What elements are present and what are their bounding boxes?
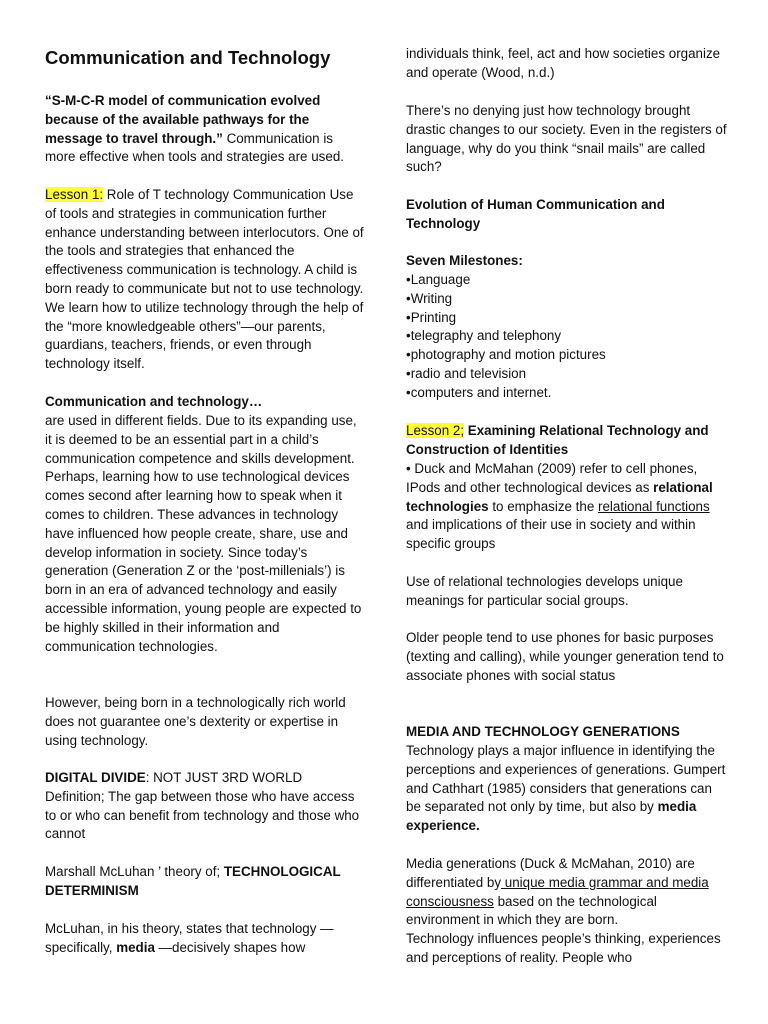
relational-paragraph: Use of relational technologies develops unique meanings for particular social groups. [406,574,683,608]
duck-paragraph [406,460,728,554]
duck-text: • Duck and McMahan (2009) refer to cell phones, IPods and other technological devices as [406,461,698,495]
media-body-text: Technology plays a major influence in identifying the perceptions and experiences of generations. Gumpert and Cathhart (1985) considers that generations can be separated not only by time, but also by [406,743,726,815]
digital-divide-rest: : NOT JUST 3RD WORLD [145,770,303,785]
lesson2-tag: Lesson 2; [406,423,465,438]
mcluhan-states-end: —decisively shapes how [154,939,306,955]
mcluhan-intro: Marshall McLuhan ’ theory of; [45,864,224,879]
milestones-list [406,271,728,403]
media-generations-definition [406,855,728,968]
duck-text-3: and implications of their use in society and within specific groups [406,517,696,552]
smcr-paragraph [45,92,365,167]
however-paragraph: However, being born in a technologically rich world does not guarantee one’s dexterity or expertise in using technology. [45,695,346,748]
list-item: •photography and motion pictures [406,347,606,363]
list-item: •Printing [406,309,457,325]
list-item: •Language [406,272,471,287]
gen-text-2: based on the technological environment in which they are born. [406,893,657,928]
mcluhan-states-paragraph [45,920,365,958]
list-item: •computers and internet. [406,384,552,400]
mcluhan-media: media [116,939,155,955]
lesson1-paragraph [45,186,365,374]
lesson2-heading [406,422,728,460]
media-grammar-term: unique media grammar and media consciousness [406,874,709,909]
relational-functions-term: relational functions [598,498,710,514]
digital-divide-label: DIGITAL DIVIDE [45,770,146,785]
comm-tech-heading: Communication and technology… [45,394,263,409]
media-generations-heading: MEDIA AND TECHNOLOGY GENERATIONS [406,724,680,739]
comm-tech-body: are used in different fields. Due to its expanding use, it is deemed to be an essential part in a child’s communication competence and skills development. Perhaps, learning how to use technological devices comes second after learning how to speak when it comes to children. These advances in technology have influenced how people create, share, use and develop information in society. Since today’s generation (Generation Z or the ‘post-millenials’) is born in an era of advanced technology and easily accessible information, young people are expected to be highly skilled in their information and communication technologies. [45,413,362,654]
tech-influences-text: Technology influences people’s thinking, experiences and perceptions of reality. People who [406,931,721,965]
gen-text: Media generations (Duck & McMahan, 2010) are differentiated by [406,856,695,890]
evolution-heading: Evolution of Human Communication and Technology [406,197,665,231]
digital-divide-definition: Definition; The gap between those who have access to or who can benefit from technology and those who cannot [45,788,360,842]
list-item: •radio and television [406,365,527,381]
smcr-quote: “S-M-C-R model of communication evolved because of the available pathways for the message to travel through.” [45,93,321,146]
media-generations-body [406,742,728,836]
continued-paragraph: individuals think, feel, act and how societies organize and operate (Wood, n.d.) [406,46,721,80]
mcluhan-states-text: McLuhan, in his theory, states that technology —specifically, [45,921,334,955]
lesson1-text: Role of T technology Communication Use of tools and strategies in communication further enhance understanding between interlocutors. One of the tools and strategies that enhanced the effectiveness communication is technology. A child is born ready to communicate but not to use technology. We learn how to utilize technology through the help of the “more knowledgeable others”—our parents, guardians, teachers, friends, or even through technology itself. [45,187,364,372]
duck-text-2: to emphasize the [488,498,599,514]
smcr-rest: Communication is more effective when tools and strategies are used. [45,130,344,165]
lesson2-title: Examining Relational Technology and Construction of Identities [406,423,709,457]
denying-paragraph: There’s no denying just how technology brought drastic changes to our society. Even in the registers of language, why do you think “snail mails” are called such? [406,103,727,175]
mcluhan-paragraph [45,863,365,901]
lesson1-tag: Lesson 1: [45,187,104,202]
mcluhan-term: TECHNOLOGICAL DETERMINISM [45,864,341,898]
page-title: Communication and Technology [45,47,331,68]
milestones-heading: Seven Milestones: [406,253,523,268]
older-people-paragraph: Older people tend to use phones for basic purposes (texting and calling), while younger generation tend to associate phones with social status [406,630,724,683]
media-experience-term: media experience. [406,799,697,834]
digital-divide-paragraph [45,769,365,844]
list-item: •telegraphy and telephony [406,328,562,344]
relational-technologies-term: relational technologies [406,479,713,514]
list-item: •Writing [406,290,453,306]
